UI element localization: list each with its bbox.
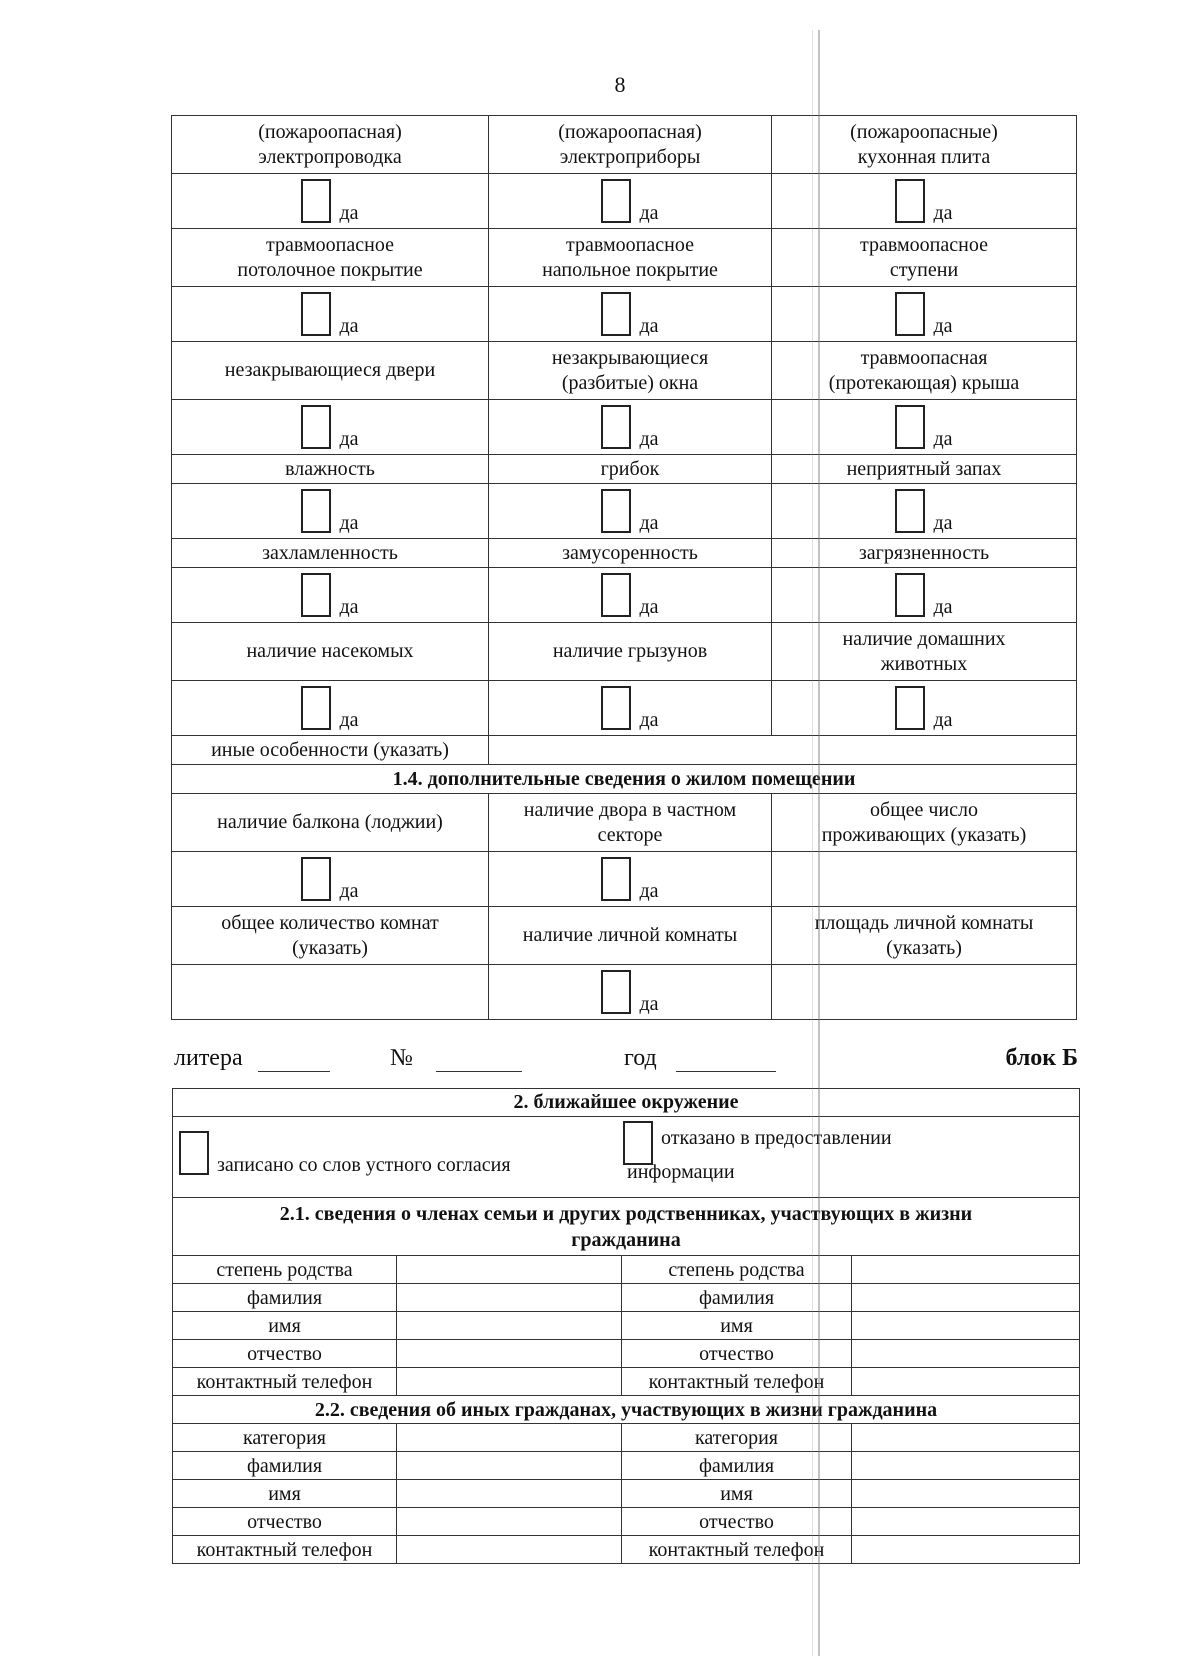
phone-field[interactable] — [397, 1536, 622, 1564]
stairs-label: травмоопасное ступени — [772, 229, 1077, 287]
pets-checkbox[interactable] — [895, 686, 925, 730]
litera-field[interactable] — [258, 1049, 330, 1072]
windows-checkbox[interactable] — [601, 405, 631, 449]
table-row — [172, 852, 1077, 907]
balcony-label: наличие балкона (лоджии) — [172, 794, 489, 852]
close-environment-table — [172, 1088, 1080, 1564]
name-label: имя — [622, 1480, 852, 1508]
relation-label: степень родства — [622, 1256, 852, 1284]
rooms-count-field[interactable] — [172, 965, 489, 1020]
checkbox-label: да — [639, 880, 659, 902]
residents-count-label: общее число проживающих (указать) — [772, 794, 1077, 852]
table-row — [172, 229, 1077, 287]
section-2-title: 2. ближайшее окружение — [173, 1089, 1080, 1117]
table-row — [172, 765, 1077, 794]
table-row — [173, 1396, 1080, 1424]
housing-conditions-table — [171, 115, 1077, 1020]
name-field[interactable] — [852, 1312, 1080, 1340]
table-row — [173, 1198, 1080, 1256]
checkbox-label: да — [639, 512, 659, 534]
page-number: 8 — [614, 72, 626, 97]
patronymic-label: отчество — [173, 1340, 397, 1368]
relation-field[interactable] — [852, 1256, 1080, 1284]
category-field[interactable] — [852, 1424, 1080, 1452]
yard-label: наличие двора в частном секторе — [489, 794, 772, 852]
scan-artifact-line — [818, 30, 820, 1656]
litter-label: замусоренность — [489, 539, 772, 568]
surname-field[interactable] — [852, 1452, 1080, 1480]
patronymic-field[interactable] — [397, 1508, 622, 1536]
fire-stove-label: (пожароопасные) кухонная плита — [772, 116, 1077, 174]
table-row — [173, 1508, 1080, 1536]
patronymic-field[interactable] — [397, 1340, 622, 1368]
phone-field[interactable] — [397, 1368, 622, 1396]
windows-label: незакрывающиеся (разбитые) окна — [489, 342, 772, 400]
table-row — [172, 174, 1077, 229]
consent-cell — [173, 1117, 1080, 1198]
checkbox-label: да — [639, 596, 659, 618]
table-row — [173, 1117, 1080, 1198]
block-label: блок Б — [1005, 1045, 1078, 1071]
phone-label: контактный телефон — [622, 1536, 852, 1564]
checkbox-label: да — [933, 428, 953, 450]
personal-room-label: наличие личной комнаты — [489, 907, 772, 965]
table-row — [173, 1256, 1080, 1284]
table-row — [172, 287, 1077, 342]
table-row — [173, 1340, 1080, 1368]
table-row — [172, 539, 1077, 568]
category-field[interactable] — [397, 1424, 622, 1452]
table-row — [172, 907, 1077, 965]
section-2-2-title: 2.2. сведения об иных гражданах, участвующих в жизни гражданина — [173, 1396, 1080, 1424]
name-label: имя — [622, 1312, 852, 1340]
name-label: имя — [173, 1312, 397, 1340]
table-row — [172, 400, 1077, 455]
checkbox-label: да — [339, 709, 359, 731]
table-row — [173, 1424, 1080, 1452]
patronymic-field[interactable] — [852, 1508, 1080, 1536]
odor-checkbox[interactable] — [895, 489, 925, 533]
table-row — [172, 965, 1077, 1020]
fire-stove-checkbox[interactable] — [895, 179, 925, 223]
rodents-checkbox[interactable] — [601, 686, 631, 730]
consent-refused-label: отказано в предоставлении информации — [627, 1127, 892, 1183]
name-label: имя — [173, 1480, 397, 1508]
doors-label: незакрывающиеся двери — [172, 342, 489, 400]
checkbox-label: да — [933, 596, 953, 618]
checkbox-label: да — [933, 202, 953, 224]
odor-label: неприятный запах — [772, 455, 1077, 484]
phone-field[interactable] — [852, 1368, 1080, 1396]
year-field[interactable] — [676, 1049, 776, 1072]
patronymic-label: отчество — [622, 1340, 852, 1368]
block-header-line — [174, 1045, 1078, 1079]
surname-field[interactable] — [852, 1284, 1080, 1312]
relation-label: степень родства — [173, 1256, 397, 1284]
table-row — [173, 1452, 1080, 1480]
doors-checkbox[interactable] — [301, 405, 331, 449]
patronymic-label: отчество — [622, 1508, 852, 1536]
insects-label: наличие насекомых — [172, 623, 489, 681]
patronymic-label: отчество — [173, 1508, 397, 1536]
roof-label: травмоопасная (протекающая) крыша — [772, 342, 1077, 400]
floor-checkbox[interactable] — [601, 292, 631, 336]
surname-label: фамилия — [622, 1284, 852, 1312]
table-row — [173, 1312, 1080, 1340]
category-label: категория — [173, 1424, 397, 1452]
name-field[interactable] — [397, 1312, 622, 1340]
checkbox-label: да — [339, 428, 359, 450]
fire-wiring-checkbox[interactable] — [301, 179, 331, 223]
dirt-label: загрязненность — [772, 539, 1077, 568]
checkbox-label: да — [933, 315, 953, 337]
clutter-label: захламленность — [172, 539, 489, 568]
checkbox-label: да — [339, 202, 359, 224]
phone-label: контактный телефон — [173, 1368, 397, 1396]
section-2-1-title: 2.1. сведения о членах семьи и других родственниках, участвующих в жизни гражданина — [173, 1198, 1080, 1256]
table-row — [172, 681, 1077, 736]
checkbox-label: да — [639, 315, 659, 337]
fire-wiring-label: (пожароопасная) электропроводка — [172, 116, 489, 174]
number-label: № — [390, 1045, 413, 1071]
table-row — [172, 484, 1077, 539]
litera-label: литера — [174, 1045, 243, 1071]
fire-appliances-checkbox[interactable] — [601, 179, 631, 223]
surname-field[interactable] — [397, 1284, 622, 1312]
phone-label: контактный телефон — [173, 1536, 397, 1564]
scan-artifact-line — [812, 30, 813, 1656]
balcony-checkbox[interactable] — [301, 857, 331, 901]
checkbox-label: да — [639, 993, 659, 1015]
fungus-checkbox[interactable] — [601, 489, 631, 533]
phone-label: контактный телефон — [622, 1368, 852, 1396]
dirt-checkbox[interactable] — [895, 573, 925, 617]
stairs-checkbox[interactable] — [895, 292, 925, 336]
checkbox-label: да — [339, 880, 359, 902]
pets-label: наличие домашних животных — [772, 623, 1077, 681]
yard-checkbox[interactable] — [601, 857, 631, 901]
surname-label: фамилия — [173, 1284, 397, 1312]
checkbox-label: да — [339, 315, 359, 337]
surname-label: фамилия — [622, 1452, 852, 1480]
other-features-label: иные особенности (указать) — [172, 736, 489, 765]
clutter-checkbox[interactable] — [301, 573, 331, 617]
surname-label: фамилия — [173, 1452, 397, 1480]
patronymic-field[interactable] — [852, 1340, 1080, 1368]
checkbox-label: да — [933, 512, 953, 534]
table-row — [172, 116, 1077, 174]
table-row — [173, 1368, 1080, 1396]
rodents-label: наличие грызунов — [489, 623, 772, 681]
ceiling-label: травмоопасное потолочное покрытие — [172, 229, 489, 287]
name-field[interactable] — [852, 1480, 1080, 1508]
checkbox-label: да — [639, 202, 659, 224]
table-row — [172, 736, 1077, 765]
checkbox-label: да — [933, 709, 953, 731]
table-row — [172, 342, 1077, 400]
checkbox-label: да — [339, 512, 359, 534]
litter-checkbox[interactable] — [601, 573, 631, 617]
table-row — [172, 794, 1077, 852]
number-field[interactable] — [436, 1049, 522, 1072]
fungus-label: грибок — [489, 455, 772, 484]
other-features-field[interactable] — [489, 736, 1077, 765]
year-label: год — [624, 1045, 657, 1071]
consent-given-checkbox[interactable] — [179, 1131, 209, 1175]
roof-checkbox[interactable] — [895, 405, 925, 449]
humidity-checkbox[interactable] — [301, 489, 331, 533]
personal-room-area-label: площадь личной комнаты (указать) — [772, 907, 1077, 965]
phone-field[interactable] — [852, 1536, 1080, 1564]
table-row — [173, 1536, 1080, 1564]
table-row — [173, 1480, 1080, 1508]
checkbox-label: да — [639, 709, 659, 731]
personal-room-checkbox[interactable] — [601, 970, 631, 1014]
floor-label: травмоопасное напольное покрытие — [489, 229, 772, 287]
table-row — [173, 1284, 1080, 1312]
ceiling-checkbox[interactable] — [301, 292, 331, 336]
fire-appliances-label: (пожароопасная) электроприборы — [489, 116, 772, 174]
checkbox-label: да — [339, 596, 359, 618]
category-label: категория — [622, 1424, 852, 1452]
insects-checkbox[interactable] — [301, 686, 331, 730]
section-1-4-title: 1.4. дополнительные сведения о жилом помещении — [172, 765, 1077, 794]
humidity-label: влажность — [172, 455, 489, 484]
table-row — [172, 623, 1077, 681]
table-row — [172, 455, 1077, 484]
table-row — [173, 1089, 1080, 1117]
checkbox-label: да — [639, 428, 659, 450]
rooms-count-label: общее количество комнат (указать) — [172, 907, 489, 965]
relation-field[interactable] — [397, 1256, 622, 1284]
consent-given-label: записано со слов устного согласия — [217, 1154, 511, 1176]
surname-field[interactable] — [397, 1452, 622, 1480]
name-field[interactable] — [397, 1480, 622, 1508]
table-row — [172, 568, 1077, 623]
